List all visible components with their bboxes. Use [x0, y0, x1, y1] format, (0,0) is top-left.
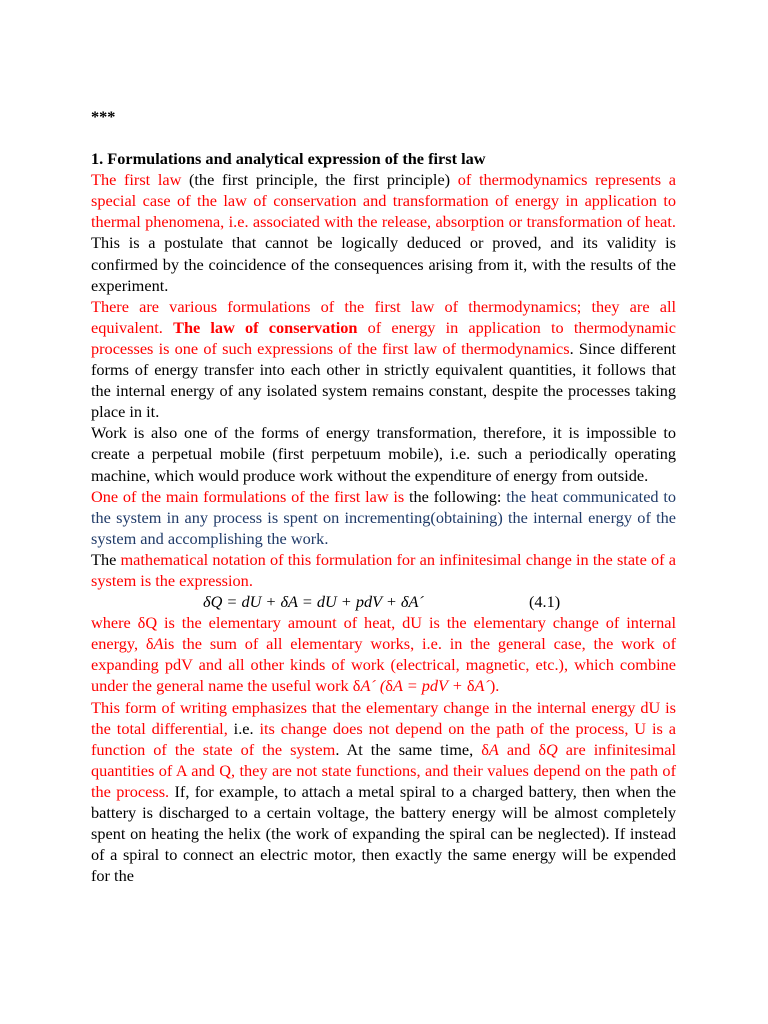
text-run: the heat communicated to the system in any process is spent on incrementing(obtaining) the internal energy of the system and accomplishing the work. — [91, 486, 676, 548]
paragraph-equation-terms — [91, 612, 676, 696]
section-heading: 1. Formulations and analytical expression of the first law — [91, 149, 486, 169]
text-run: δ — [481, 739, 489, 759]
text-run: δ — [538, 739, 547, 759]
text-run: its change does not depend on the path of the process, U is a function of the state of the system — [91, 718, 676, 759]
text-run: This form of writing emphasizes that the elementary change in the internal energy dU is the total differential, — [91, 697, 676, 738]
equation: δQ = dU + δA = dU + pdV + δA´ — [203, 592, 424, 612]
paragraph-total-differential — [91, 697, 676, 887]
equation-number: (4.1) — [529, 592, 561, 612]
text-run: The — [91, 549, 121, 569]
text-run: ). — [489, 676, 500, 696]
paragraph-perpetual-mobile: Work is also one of the forms of energy transformation, therefore, it is impossible to create a perpetual mobile (first perpetuum mobile), i.e. such a periodically operating machine, which would produce work without the expenditure of energy from outside. — [91, 423, 676, 485]
text-run: . At the same time, — [335, 739, 482, 759]
text-run: (the first principle, the first principle) — [181, 170, 458, 190]
text-run: δ — [466, 676, 475, 696]
text-run: where δQ is the elementary amount of heat, dU is the elementary change of internal energy, δ — [91, 613, 676, 654]
paragraph-mathematical-notation — [91, 549, 676, 591]
text-run: This is a postulate that cannot be logically deduced or proved, and its validity is confirmed by the coincidence of the consequences arising from it, with the results of the experiment. — [91, 233, 676, 295]
paragraph-main-formulation — [91, 486, 676, 549]
text-run: are infinitesimal quantities of A and Q, they are not state functions, and their values depend on the path of the process. — [91, 739, 676, 801]
text-run: There are various formulations of the first law of thermodynamics; they are all equivalent. — [91, 296, 676, 337]
text-run: The first law — [91, 170, 182, 190]
text-run: mathematical notation of this formulation for an infinitesimal change in the state of a system is the expression. — [91, 549, 676, 590]
paragraph-first-law-definition — [91, 169, 676, 296]
paragraph-formulations — [91, 296, 676, 423]
text-run-bold: The law of conservation — [173, 317, 358, 337]
text-run-italic: Q — [546, 739, 558, 759]
document-body — [91, 106, 676, 886]
text-run: i.e. — [227, 718, 260, 738]
equation-line — [91, 591, 676, 612]
text-run-italic: A´ ( — [360, 676, 386, 696]
text-run: the following: — [404, 486, 507, 506]
text-run: of thermodynamics represents a special case of the law of conservation and transformation of energy in application to thermal phenomena, i.e. associated with the release, absorption or transformation of heat. — [91, 170, 677, 232]
text-run: δ — [385, 676, 393, 696]
text-run-italic: A — [153, 634, 164, 654]
text-run: of energy in application to thermodynamic processes is one of such expressions of the first law of thermodynamics — [91, 317, 676, 358]
text-run: . Since different forms of energy transfer into each other in strictly equivalent quantities, it follows that the internal energy of any isolated system remains constant, despite the processes taking place in it. — [91, 338, 677, 422]
text-run-italic: A = pdV + — [392, 676, 467, 696]
text-run-italic: A´ — [474, 676, 490, 696]
section-separator: *** — [91, 107, 116, 126]
text-run: One of the main formulations of the first law is — [91, 486, 405, 506]
text-run-italic: A — [488, 739, 499, 759]
text-run: and — [498, 739, 539, 759]
text-run: is the sum of all elementary works, i.e. in the general case, the work of expanding pdV and all other kinds of work (electrical, magnetic, etc.), which combine under the general name the useful work δ — [91, 634, 676, 696]
text-run: If, for example, to attach a metal spiral to a charged battery, then when the battery is discharged to a certain voltage, the battery energy will be almost completely spent on heating the helix (the work of expanding the spiral can be neglected). If instead of a spiral to connect an electric motor, then exactly the same energy will be expended for the — [91, 781, 676, 886]
